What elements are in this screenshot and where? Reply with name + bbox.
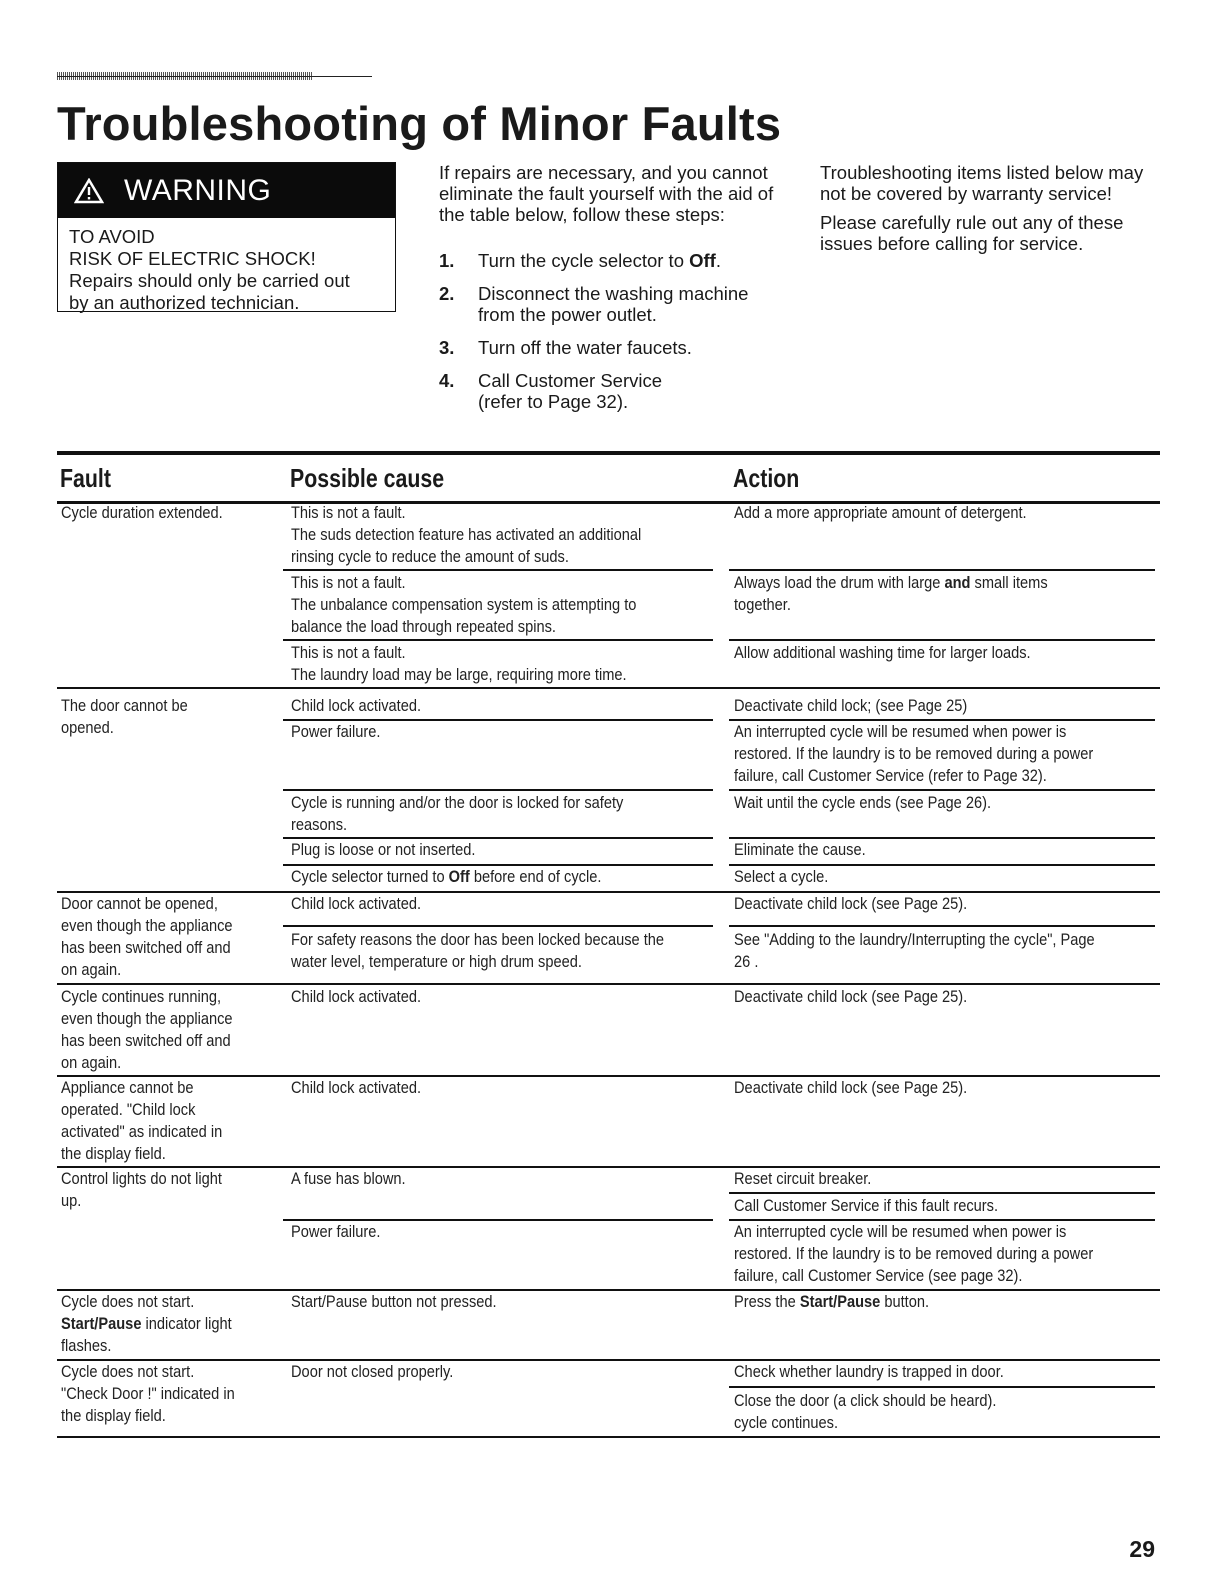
step-number: 4. [439, 370, 455, 391]
table-rule [57, 1436, 1160, 1438]
fault-cell: Appliance cannot be operated. "Child lock activated" as indicated in the display field. [61, 1078, 223, 1163]
cause-cell: Door not closed properly. [291, 1362, 454, 1381]
action-cell: Eliminate the cause. [734, 840, 866, 859]
table-rule [729, 1386, 1155, 1388]
action-cell: Select a cycle. [734, 867, 829, 886]
column-header-cause: Possible cause [290, 463, 445, 493]
step-number: 3. [439, 337, 455, 358]
note-paragraph: Please carefully rule out any of these issues before calling for service. [820, 212, 1124, 254]
table-rule [57, 1075, 1160, 1077]
cause-cell: This is not a fault. The suds detection feature has activated an additional rinsing cycle to reduce the amount of suds. [291, 503, 642, 566]
step-text: Call Customer Service (refer to Page 32). [478, 370, 663, 412]
cause-cell: Cycle selector turned to Off before end of cycle. [291, 867, 602, 886]
step-text: Turn the cycle selector to Off. [478, 250, 721, 271]
cause-cell: A fuse has blown. [291, 1169, 406, 1188]
warning-line: Repairs should only be carried out [69, 270, 350, 291]
warranty-notes [820, 162, 1165, 262]
warning-line: RISK OF ELECTRIC SHOCK! [69, 248, 316, 269]
fault-cell: Cycle duration extended. [61, 503, 223, 522]
fault-cell: Cycle does not start. Start/Pause indicator light flashes. [61, 1292, 232, 1355]
step-number: 1. [439, 250, 455, 271]
warning-line: by an authorized technician. [69, 292, 300, 313]
action-cell: Always load the drum with large and small items together. [734, 573, 1048, 614]
cause-cell: This is not a fault. The unbalance compensation system is attempting to balance the load through repeated spins. [291, 573, 637, 636]
action-cell: Deactivate child lock (see Page 25). [734, 987, 968, 1006]
action-cell: Close the door (a click should be heard). cycle continues. [734, 1391, 997, 1432]
table-rule [729, 1192, 1155, 1194]
step-text: Disconnect the washing machine from the power outlet. [478, 283, 749, 325]
page-title: Troubleshooting of Minor Faults [57, 97, 782, 150]
step-item [439, 250, 779, 271]
table-rule [57, 983, 1160, 985]
action-cell: Check whether laundry is trapped in door. [734, 1362, 1004, 1381]
column-header-action: Action [733, 463, 800, 493]
action-cell: An interrupted cycle will be resumed when power is restored. If the laundry is to be removed during a power failure, call Customer Service (see page 32). [734, 1222, 1094, 1285]
action-cell: Call Customer Service if this fault recurs. [734, 1196, 999, 1215]
cause-cell: Cycle is running and/or the door is locked for safety reasons. [291, 793, 624, 834]
action-cell: Deactivate child lock (see Page 25). [734, 1078, 968, 1097]
step-item [439, 337, 779, 358]
step-item [439, 283, 779, 325]
table-rule [729, 925, 1155, 927]
action-cell: Allow additional washing time for larger loads. [734, 643, 1031, 662]
page-number: 29 [1129, 1536, 1155, 1562]
table-rule [283, 789, 713, 791]
warning-triangle-icon [74, 178, 104, 204]
cause-cell: Plug is loose or not inserted. [291, 840, 476, 859]
cause-cell: Child lock activated. [291, 696, 422, 715]
fault-cell: Door cannot be opened, even though the appliance has been switched off and on again. [61, 894, 233, 979]
action-cell: Wait until the cycle ends (see Page 26). [734, 793, 992, 812]
step-text: Turn off the water faucets. [478, 337, 692, 358]
table-rule [57, 687, 1160, 689]
action-cell: Press the Start/Pause button. [734, 1292, 930, 1311]
action-cell: An interrupted cycle will be resumed when power is restored. If the laundry is to be removed during a power failure, call Customer Service (refer to Page 32). [734, 722, 1094, 785]
table-rule [57, 1166, 1160, 1168]
intro-text: If repairs are necessary, and you cannot eliminate the fault yourself with the aid of the table below, follow these steps: [439, 162, 774, 225]
warning-box [57, 162, 396, 312]
action-cell: See "Adding to the laundry/Interrupting the cycle", Page 26 . [734, 930, 1095, 971]
column-header-fault: Fault [60, 463, 111, 493]
fault-cell: Cycle does not start. "Check Door !" indicated in the display field. [61, 1362, 235, 1425]
fault-cell: Control lights do not light up. [61, 1169, 222, 1210]
table-rule [283, 925, 713, 927]
warning-heading: WARNING [124, 173, 272, 207]
table-rule [283, 569, 713, 571]
cause-cell: Child lock activated. [291, 894, 422, 913]
table-rule [283, 639, 713, 641]
cause-cell: Power failure. [291, 1222, 381, 1241]
table-rule [729, 569, 1155, 571]
fault-cell: The door cannot be opened. [61, 696, 188, 737]
action-cell: Reset circuit breaker. [734, 1169, 872, 1188]
header-rule [57, 75, 372, 78]
fault-cell: Cycle continues running, even though the appliance has been switched off and on again. [61, 987, 233, 1072]
note-paragraph: Troubleshooting items listed below may not be covered by warranty service! [820, 162, 1144, 204]
action-cell: Deactivate child lock; (see Page 25) [734, 696, 968, 715]
cause-cell: Start/Pause button not pressed. [291, 1292, 497, 1311]
table-rule [729, 639, 1155, 641]
warning-line: TO AVOID [69, 226, 155, 247]
cause-cell: Power failure. [291, 722, 381, 741]
table-rule [729, 789, 1155, 791]
cause-cell: Child lock activated. [291, 987, 422, 1006]
warning-header [58, 163, 395, 218]
cause-cell: Child lock activated. [291, 1078, 422, 1097]
step-number: 2. [439, 283, 455, 304]
step-item [439, 370, 779, 412]
cause-cell: For safety reasons the door has been locked because the water level, temperature or high drum speed. [291, 930, 665, 971]
cause-cell: This is not a fault. The laundry load may be large, requiring more time. [291, 643, 627, 684]
steps-list [439, 250, 779, 424]
action-cell: Add a more appropriate amount of detergent. [734, 503, 1027, 522]
action-cell: Deactivate child lock (see Page 25). [734, 894, 968, 913]
warning-text [58, 218, 395, 314]
